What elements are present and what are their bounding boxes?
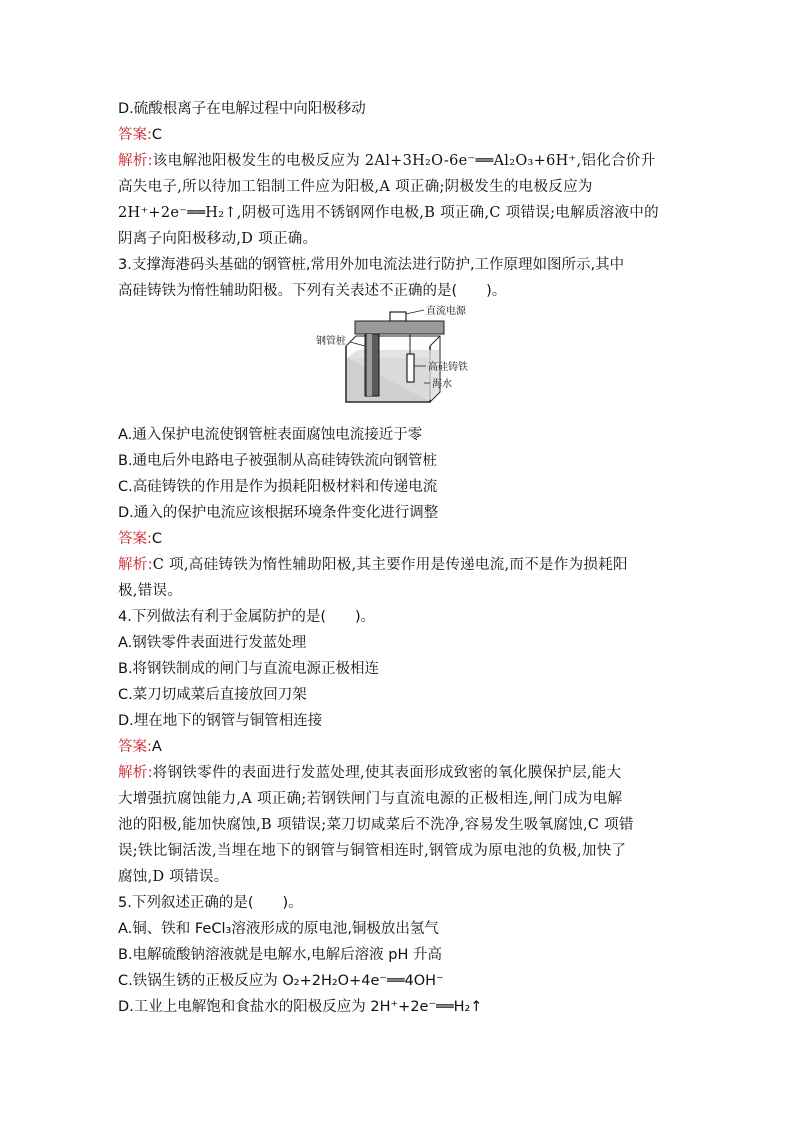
answer-value: C xyxy=(151,531,163,547)
explanation-line: 2H⁺+2e⁻══H₂↑,阴极可选用不锈钢网作电极,B 项正确,C 项错误;电解质溶液中的 xyxy=(118,205,659,221)
q3-option: D.通入的保护电流应该根据环境条件变化进行调整 xyxy=(118,505,439,521)
label-power: 直流电源 xyxy=(426,306,466,317)
q4-option: C.菜刀切咸菜后直接放回刀架 xyxy=(118,687,307,703)
explanation-line: 腐蚀,D 项错误。 xyxy=(118,869,229,885)
q3-option: A.通入保护电流使钢管桩表面腐蚀电流接近于零 xyxy=(118,427,423,443)
q2-explanation xyxy=(118,148,678,252)
q5-stem: 5.下列叙述正确的是( )。 xyxy=(118,895,303,911)
top-bar xyxy=(355,321,444,334)
q5-option: A.铜、铁和 FeCl₃溶液形成的原电池,铜极放出氢气 xyxy=(118,921,439,937)
explanation-line: 极,错误。 xyxy=(118,583,183,599)
q2-option-d: D.硫酸根离子在电解过程中向阳极移动 xyxy=(118,101,366,117)
q5-option: D.工业上电解饱和食盐水的阳极反应为 2H⁺+2e⁻══H₂↑ xyxy=(118,999,483,1015)
q4-answer xyxy=(118,734,678,760)
power-source-box xyxy=(390,312,406,321)
q3-explanation xyxy=(118,552,678,604)
label-pile: 钢管桩 xyxy=(316,336,346,347)
explanation-line: 大增强抗腐蚀能力,A 项正确;若钢铁闸门与直流电源的正极相连,闸门成为电解 xyxy=(118,791,623,807)
explanation-line: C 项,高硅铸铁为惰性辅助阳极,其主要作用是传递电流,而不是作为损耗阳 xyxy=(152,557,628,573)
explanation-label: 解析: xyxy=(118,765,153,781)
q3-option: C.高硅铸铁的作用是作为损耗阳极材料和传递电流 xyxy=(118,479,438,495)
silicon-iron-anode xyxy=(407,354,414,382)
explanation-label: 解析: xyxy=(118,557,153,573)
q2-answer xyxy=(118,122,678,148)
answer-value: C xyxy=(151,127,163,143)
q5-option: B.电解硫酸钠溶液就是电解水,电解后溶液 pH 升高 xyxy=(118,947,442,963)
explanation-line: 池的阳极,能加快腐蚀,B 项错误;菜刀切咸菜后不洗净,容易发生吸氧腐蚀,C 项错 xyxy=(118,817,634,833)
q3-figure xyxy=(118,304,678,422)
explanation-line: 误;铁比铜活泼,当埋在地下的钢管与铜管相连时,钢管成为原电池的负极,加快了 xyxy=(118,843,627,859)
q4-option: D.埋在地下的钢管与铜管相连接 xyxy=(118,713,323,729)
answer-label: 答案: xyxy=(118,531,152,547)
explanation-line: 高失电子,所以待加工铝制工件应为阳极,A 项正确;阴极发生的电极反应为 xyxy=(118,179,593,195)
document-page xyxy=(118,96,678,1020)
explanation-line: 该电解池阳极发生的电极反应为 2Al+3H₂O-6e⁻══Al₂O₃+6H⁺,铝化合价升 xyxy=(152,153,656,169)
label-silicon: 高硅铸铁 xyxy=(428,362,468,373)
q3-option: B.通电后外电路电子被强制从高硅铸铁流向钢管桩 xyxy=(118,453,438,469)
q3-stem-line: 3.支撑海港码头基础的钢管桩,常用外加电流法进行防护,工作原理如图所示,其中 xyxy=(118,257,625,273)
label-seawater: 海水 xyxy=(432,379,452,390)
electrolysis-diagram xyxy=(118,304,678,422)
q3-stem-line: 高硅铸铁为惰性辅助阳极。下列有关表述不正确的是( )。 xyxy=(118,283,507,299)
answer-label: 答案: xyxy=(118,127,152,143)
answer-value: A xyxy=(151,739,162,755)
q4-explanation xyxy=(118,760,678,890)
answer-label: 答案: xyxy=(118,739,152,755)
q4-stem: 4.下列做法有利于金属防护的是( )。 xyxy=(118,609,376,625)
q3-answer xyxy=(118,526,678,552)
q4-option: A.钢铁零件表面进行发蓝处理 xyxy=(118,635,307,651)
explanation-label: 解析: xyxy=(118,153,153,169)
explanation-line: 将钢铁零件的表面进行发蓝处理,使其表面形成致密的氧化膜保护层,能大 xyxy=(152,765,622,781)
explanation-line: 阴离子向阳极移动,D 项正确。 xyxy=(118,231,318,247)
q5-option: C.铁锅生锈的正极反应为 O₂+2H₂O+4e⁻══4OH⁻ xyxy=(118,973,444,989)
q4-option: B.将钢铁制成的闸门与直流电源正极相连 xyxy=(118,661,380,677)
